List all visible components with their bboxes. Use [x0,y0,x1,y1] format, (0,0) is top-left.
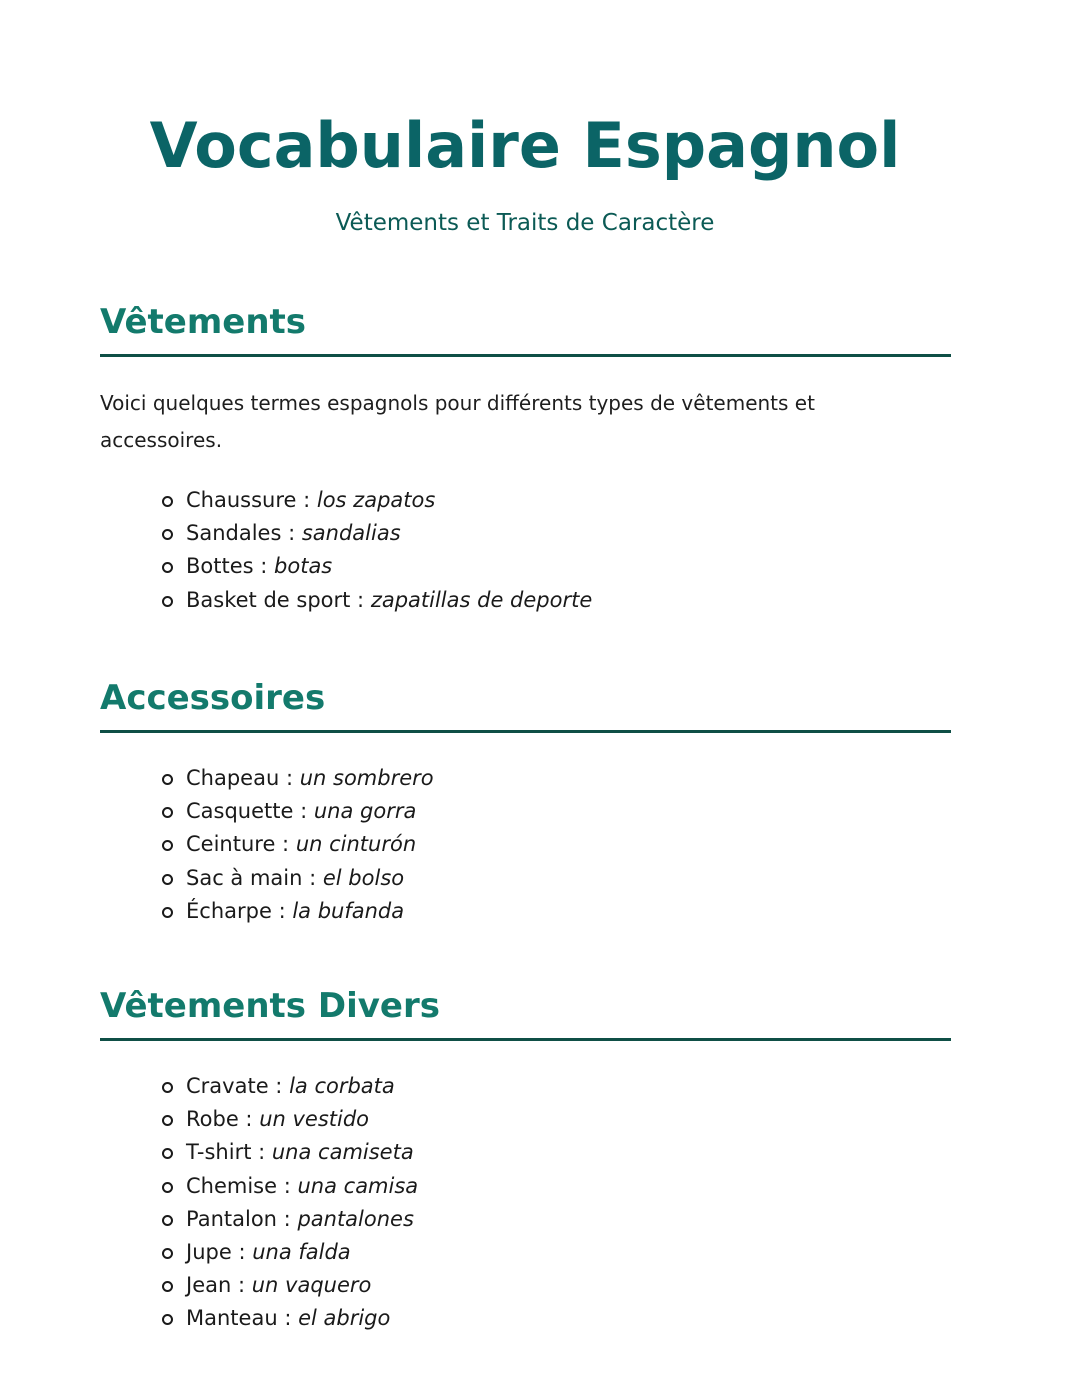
hollow-circle-bullet-icon [162,1248,173,1259]
term-separator: : [281,521,302,546]
term-es: un vaquero [251,1273,372,1298]
vocab-item [100,1269,951,1302]
section-heading: Vêtements [100,300,951,357]
section-intro-paragraph: Voici quelques termes espagnols pour différents types de vêtements et accessoires. [100,391,815,452]
section-heading: Accessoires [100,676,951,733]
hollow-circle-bullet-icon [162,596,173,607]
hollow-circle-bullet-icon [162,840,173,851]
hollow-circle-bullet-icon [162,807,173,818]
section-vetements-divers [100,984,951,1336]
term-fr: Jupe [186,1239,232,1264]
term-fr: Pantalon [186,1206,277,1231]
vocab-item [100,895,951,928]
vocab-item [100,584,951,617]
term-fr: Jean [186,1273,232,1298]
term-separator: : [296,488,317,512]
vocab-list [100,1070,951,1336]
hollow-circle-bullet-icon [162,874,173,885]
term-separator: : [277,1173,298,1198]
term-fr: Bottes [186,554,254,579]
vocab-list [100,762,951,928]
term-separator: : [231,1273,252,1298]
vocab-item [100,484,951,517]
vocab-item [100,1236,951,1269]
term-es: una camisa [297,1173,419,1198]
term-separator: : [238,1107,260,1132]
term-es: la bufanda [292,898,405,923]
term-separator: : [268,1074,290,1098]
section-accessoires [100,676,951,928]
term-separator: : [271,898,293,923]
vocab-item [100,1170,951,1203]
hollow-circle-bullet-icon [162,774,173,785]
term-fr: Manteau [186,1306,278,1331]
term-fr: T-shirt [186,1140,252,1165]
term-separator: : [279,766,300,790]
section-vetements [100,300,951,617]
term-separator: : [275,832,296,857]
hollow-circle-bullet-icon [162,1281,173,1292]
term-fr: Chapeau [186,766,280,790]
vocab-item [100,795,951,828]
term-separator: : [253,554,275,579]
term-fr: Basket de sport [186,587,351,612]
page-subtitle: Vêtements et Traits de Caractère [335,210,715,236]
term-es: pantalones [297,1206,414,1231]
vocab-item [100,862,951,895]
term-fr: Sac à main [186,865,303,890]
term-fr: Écharpe [186,898,272,923]
term-fr: Robe [186,1107,239,1132]
term-fr: Chaussure [186,488,297,512]
term-separator: : [277,1306,299,1331]
term-fr: Chemise [186,1173,278,1198]
hollow-circle-bullet-icon [162,529,173,540]
term-separator: : [350,587,371,612]
hollow-circle-bullet-icon [162,1182,173,1193]
term-fr: Sandales [186,521,282,546]
hollow-circle-bullet-icon [162,1115,173,1126]
vocab-item [100,1203,951,1236]
page-title: Vocabulaire Espagnol [149,109,901,182]
term-separator: : [231,1239,253,1264]
term-separator: : [293,799,314,824]
term-es: botas [274,554,333,579]
term-separator: : [251,1140,272,1165]
term-es: el bolso [322,865,405,890]
term-es: sandalias [301,521,401,546]
term-es: un vestido [259,1107,370,1132]
section-heading: Vêtements Divers [100,984,951,1041]
hollow-circle-bullet-icon [162,1215,173,1226]
vocab-item [100,517,951,550]
term-es: una camiseta [271,1140,414,1165]
term-separator: : [277,1206,298,1231]
vocab-item [100,1103,951,1136]
term-es: la corbata [289,1074,395,1098]
term-es: zapatillas de deporte [370,587,593,612]
vocab-item [100,1302,951,1335]
term-es: un cinturón [295,832,417,857]
vocab-item [100,1070,951,1103]
hollow-circle-bullet-icon [162,562,173,573]
term-es: el abrigo [298,1306,391,1331]
hollow-circle-bullet-icon [162,907,173,918]
term-es: una falda [252,1239,351,1264]
term-fr: Cravate [186,1074,269,1098]
term-es: una gorra [313,799,417,824]
vocab-item [100,828,951,861]
vocab-item [100,762,951,795]
hollow-circle-bullet-icon [162,1314,173,1325]
hollow-circle-bullet-icon [162,496,173,507]
term-separator: : [302,865,323,890]
hollow-circle-bullet-icon [162,1148,173,1159]
term-fr: Ceinture [186,832,276,857]
term-es: los zapatos [316,488,436,512]
term-es: un sombrero [299,766,434,790]
hollow-circle-bullet-icon [162,1082,173,1093]
vocab-item [100,1136,951,1169]
vocab-item [100,550,951,583]
vocab-list [100,484,951,617]
term-fr: Casquette [186,799,294,824]
